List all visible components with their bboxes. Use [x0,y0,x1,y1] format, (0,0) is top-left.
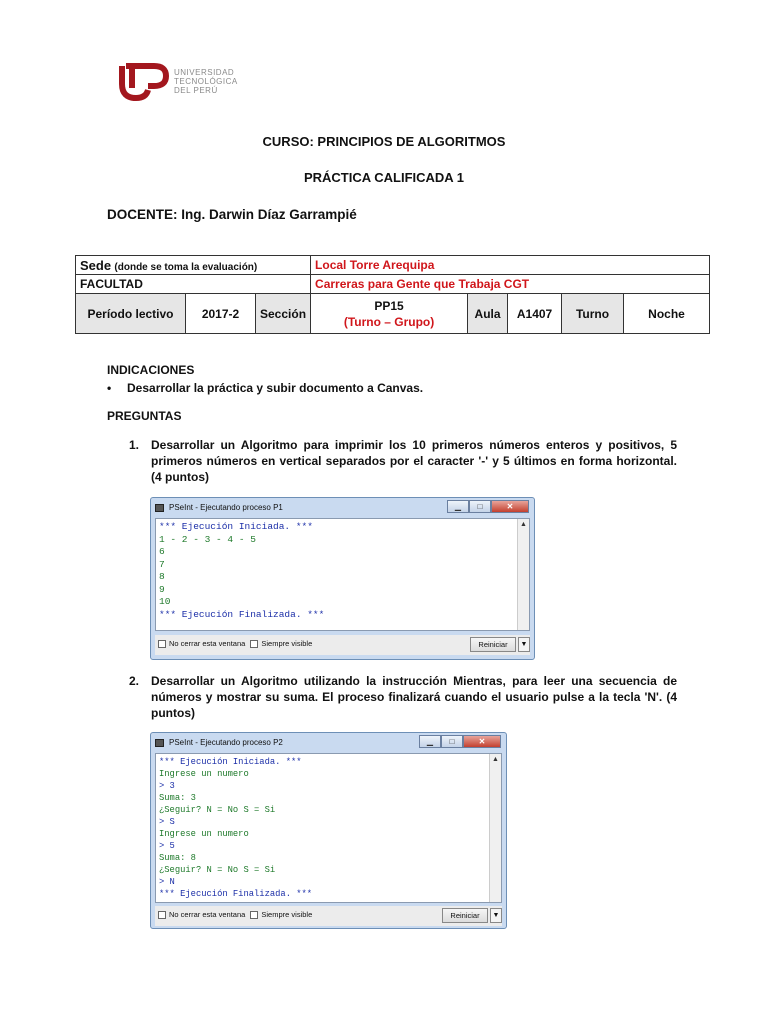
question-number: 1. [129,438,140,452]
aula-label: Aula [468,294,508,334]
aula-value: A1407 [508,294,562,334]
console-line: *** Ejecución Finalizada. *** [159,608,325,620]
scroll-up-icon[interactable]: ▲ [520,521,527,528]
close-button[interactable]: ✕ [491,500,529,513]
siempre-visible-label: Siempre visible [261,639,313,648]
no-cerrar-label: No cerrar esta ventana [169,910,246,919]
console-line: 8 [159,571,165,582]
console-line: 1 - 2 - 3 - 4 - 5 [159,533,256,545]
console-output [156,519,517,630]
periodo-label: Período lectivo [76,294,186,334]
console-line: *** Ejecución Finalizada. *** [159,889,313,899]
indicaciones-item: • Desarrollar la práctica y subir documento a Canvas. [107,381,424,395]
sede-label-cell: Sede (donde se toma la evaluación) [76,256,311,275]
seccion-note: (Turno – Grupo) [343,314,435,329]
siempre-visible-label: Siempre visible [261,910,313,919]
pseint-window-p1 [150,497,535,660]
console-line: Suma: 8 [159,853,196,863]
console-area[interactable] [155,753,502,903]
chevron-down-icon[interactable]: ▼ [518,637,530,652]
reiniciar-button[interactable]: Reiniciar [470,637,516,652]
console-line: 10 [159,596,171,607]
app-icon [155,504,164,512]
console-line: Ingrese un numero [159,829,249,839]
console-line: Suma: 3 [159,793,196,803]
console-area[interactable] [155,518,530,631]
turno-value: Noche [624,294,710,334]
console-output [156,754,489,902]
siempre-visible-checkbox[interactable] [250,911,258,919]
app-icon [155,739,164,747]
maximize-button[interactable]: □ [441,735,463,748]
indicaciones-heading: INDICACIONES [107,363,195,377]
window-title: PSeInt - Ejecutando proceso P2 [169,738,283,747]
preguntas-heading: PREGUNTAS [107,409,182,423]
window-footer [155,906,502,926]
window-footer [155,635,530,655]
course-title: CURSO: PRINCIPIOS DE ALGORITMOS [262,134,506,149]
console-line: ¿Seguir? N = No S = Si [159,865,276,875]
pseint-window-p2 [150,732,507,929]
periodo-value: 2017-2 [186,294,256,334]
console-line: > N [159,877,175,887]
practice-title: PRÁCTICA CALIFICADA 1 [303,170,465,185]
console-line: 9 [159,583,165,595]
question-text: Desarrollar un Algoritmo para imprimir los 10 primeros números enteros y positivos, 5 primeros números en vertical separados por el caracter '-' y 5 últimos en forma horizontal. (4 puntos) [151,438,677,484]
minimize-button[interactable]: ▁ [419,735,441,748]
console-line: > 5 [159,841,175,851]
vertical-scrollbar[interactable] [489,754,501,902]
siempre-visible-checkbox[interactable] [250,640,258,648]
console-line: *** Ejecución Iniciada. *** [159,521,313,532]
minimize-button[interactable]: ▁ [447,500,469,513]
facultad-label: FACULTAD [76,275,311,294]
no-cerrar-checkbox[interactable] [158,911,166,919]
question-text: Desarrollar un Algoritmo utilizando la instrucción Mientras, para leer una secuencia de números y mostrar su suma. El proceso finalizará cuando el usuario pulse a la tecla 'N'. (4 puntos) [151,674,677,720]
console-line: 6 [159,546,165,557]
console-line: Ingrese un numero [159,769,249,779]
utp-logo-text: UNIVERSIDAD TECNOLÓGICA DEL PERÚ [174,68,238,95]
no-cerrar-label: No cerrar esta ventana [169,639,246,648]
question-2 [129,673,677,721]
question-number: 2. [129,674,140,688]
maximize-button[interactable]: □ [469,500,491,513]
sede-value: Local Torre Arequipa [311,256,710,275]
console-line: > S [159,817,175,827]
console-line: *** Ejecución Iniciada. *** [159,757,302,767]
turno-label: Turno [562,294,624,334]
chevron-down-icon[interactable]: ▼ [490,908,502,923]
utp-logo [118,60,258,104]
no-cerrar-checkbox[interactable] [158,640,166,648]
info-table [75,255,710,334]
window-title: PSeInt - Ejecutando proceso P1 [169,503,283,512]
console-line: ¿Seguir? N = No S = Si [159,805,276,815]
close-button[interactable]: ✕ [463,735,501,748]
question-1 [129,437,677,485]
bullet-point: • [107,381,112,395]
console-line: 7 [159,558,165,570]
scroll-up-icon[interactable]: ▲ [492,756,499,763]
vertical-scrollbar[interactable] [517,519,529,630]
console-line: > 3 [159,781,175,791]
seccion-value: PP15 [374,298,404,313]
seccion-label: Sección [256,294,311,334]
reiniciar-button[interactable]: Reiniciar [442,908,488,923]
utp-logo-mark [118,60,170,104]
window-titlebar[interactable] [151,733,506,753]
docente-line: DOCENTE: Ing. Darwin Díaz Garrampié [107,207,357,222]
window-titlebar[interactable] [151,498,534,518]
facultad-value: Carreras para Gente que Trabaja CGT [311,275,710,294]
seccion-value-cell [311,294,468,334]
